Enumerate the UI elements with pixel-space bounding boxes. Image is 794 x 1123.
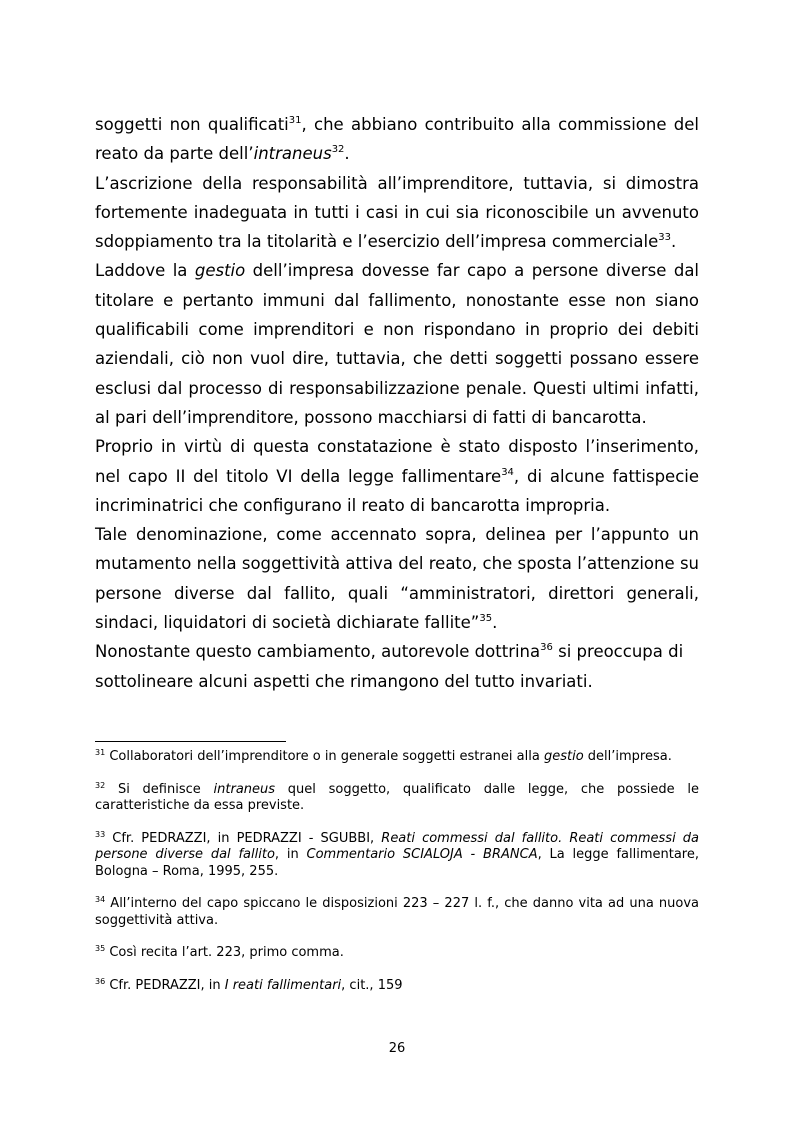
footnote-ref-32[interactable]: 32	[331, 144, 345, 156]
footnote-separator	[95, 741, 286, 742]
footnote-ref-36[interactable]: 36	[540, 642, 553, 654]
paragraph: Laddove la gestio dell’impresa dovesse far capo a persone diverse dal titolare e pertanto immuni dal fallimento, nonostante esse non siano qualificabili come imprenditori e non rispondano in proprio dei debiti aziendali, ciò non vuol dire, tuttavia, che detti soggetti possano essere esclusi dal processo di responsabilizzazione penale. Questi ultimi infatti, al pari dell’imprenditore, possono macchiarsi di fatti di bancarotta.	[95, 261, 700, 427]
footnote-ref-35[interactable]: 35	[479, 613, 493, 625]
paragraph: Tale denominazione, come accennato sopra, delinea per l’appunto un mutamento nella soggettività attiva del reato, che sposta l’attenzione su persone diverse dal fallito, quali “amministratori, direttori generali, sindaci, liquidatori di società dichiarate fallite”$^{35}$.	[95, 525, 699, 633]
page-number: 26	[388, 1041, 406, 1056]
footnote-ref-33[interactable]: 33	[658, 232, 671, 244]
paragraph: Proprio in virtù di questa constatazione è stato disposto l’inserimento, nel capo II del titolo VI della legge fallimentare$^{34}$, di alcune fattispecie incriminatrici che configurano il reato di bancarotta impropria.	[95, 437, 700, 515]
footnotes	[95, 749, 699, 1010]
footnote-31: $^{31}$ Collaboratori dell’imprenditore o in generale soggetti estranei alla gestio dell’impresa.	[95, 748, 672, 764]
footnote-33: $^{33}$ Cfr. PEDRAZZI, in PEDRAZZI - SGUBBI, Reati commessi dal fallito. Reati commessi da persone diverse dal fallito, in Commentario SCIALOJA - BRANCA, La legge fallimentare, Bologna – Roma, 1995, 255.	[95, 829, 699, 879]
footnote-32: $^{32}$ Si definisce intraneus quel soggetto, qualificato dalle legge, che possiede le caratteristiche da essa previste.	[95, 780, 700, 813]
paragraph: soggetti non qualificati$^{31}$, che abbiano contribuito alla commissione del reato da parte dell’intraneus$^{32}$.	[95, 115, 699, 164]
footnote-34: $^{34}$ All’interno del capo spiccano le disposizioni 223 – 227 l. f., che danno vita ad una nuova soggettività attiva.	[95, 895, 699, 928]
paragraph: Nonostante questo cambiamento, autorevole dottrina$^{36}$ si preoccupa di sottolineare alcuni aspetti che rimangono del tutto invariati.	[95, 642, 684, 691]
footnote-ref-34[interactable]: 34	[501, 466, 514, 478]
footnote-35: $^{35}$ Così recita l’art. 223, primo comma.	[95, 944, 344, 960]
paragraph: L’ascrizione della responsabilità all’imprenditore, tuttavia, si dimostra fortemente inadeguata in tutti i casi in cui sia riconoscibile un avvenuto sdoppiamento tra la titolarità e l’esercizio dell’impresa commerciale$^{33}$.	[95, 173, 699, 252]
body-text	[95, 110, 699, 696]
footnote-ref-31[interactable]: 31	[288, 115, 302, 126]
footnote-36: $^{36}$ Cfr. PEDRAZZI, in I reati fallimentari, cit., 159	[95, 976, 403, 993]
